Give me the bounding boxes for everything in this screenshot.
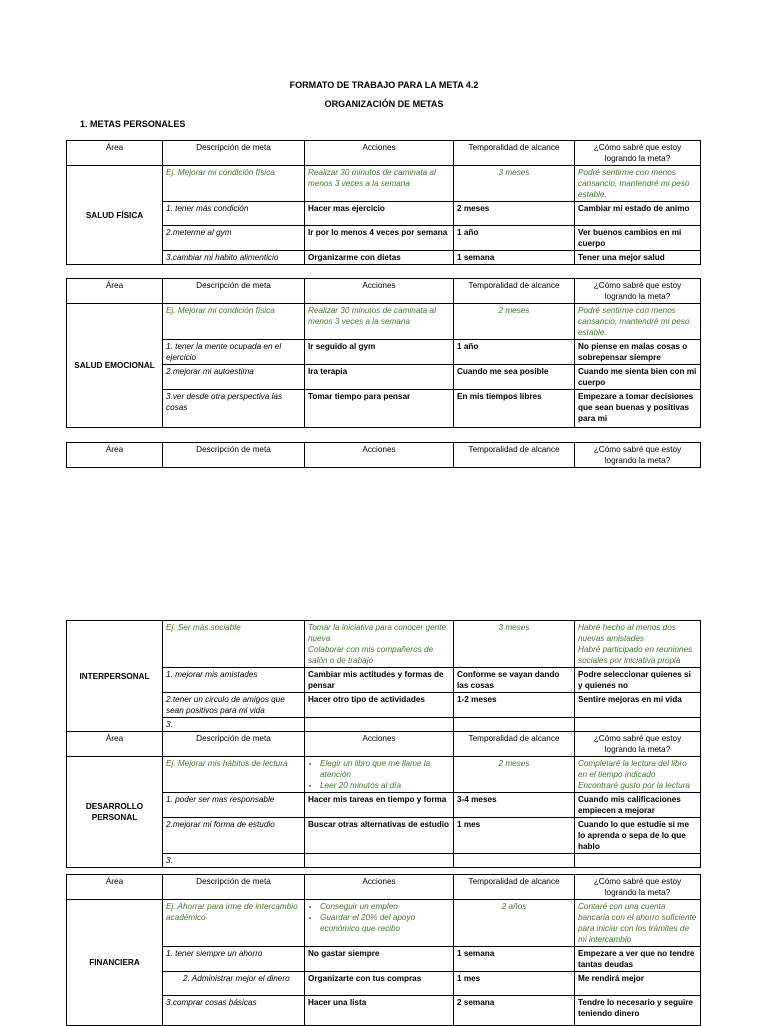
document-title: FORMATO DE TRABAJO PARA LA META 4.2	[289, 80, 479, 90]
goal-desc: 3.	[163, 854, 305, 868]
example-accion	[305, 900, 454, 947]
example-como-line: Completaré la lectura del libro en el tiempo indicado	[578, 759, 687, 779]
header-descripcion: Descripción de meta	[163, 443, 305, 468]
header-acciones: Acciones	[305, 141, 454, 166]
example-desc: Ej. Ser más sociable	[163, 621, 305, 668]
header-acciones: Acciones	[305, 732, 454, 757]
goal-desc: 1. tener más condición	[163, 202, 305, 226]
goal-accion	[305, 718, 454, 732]
example-accion: Realizar 30 minutos de caminata al menos 3 veces a la semana	[305, 166, 454, 202]
header-row	[67, 732, 701, 757]
table-interpersonal-desarrollo	[66, 620, 701, 868]
goal-accion: No gastar siempre	[305, 947, 454, 972]
example-accion-line: Tomar la iniciativa para conocer gente nueva	[308, 623, 447, 643]
goal-accion: Cambiar mis actitudes y formas de pensar	[305, 668, 454, 693]
goal-desc: 2.mejorar mi forma de estudio	[163, 818, 305, 854]
table-row	[67, 972, 701, 996]
example-row	[67, 900, 701, 947]
example-tiempo: 3 meses	[454, 166, 575, 202]
goal-desc: 3.cambiar mi habito alimenticio	[163, 251, 305, 265]
example-desc: Ej. Mejorar mis hábitos de lectura	[163, 757, 305, 793]
table-row	[67, 365, 701, 390]
example-tiempo: 2 meses	[454, 757, 575, 793]
header-temporalidad: Temporalidad de alcance	[454, 732, 575, 757]
header-temporalidad: Temporalidad de alcance	[454, 279, 575, 304]
header-area: Área	[67, 279, 163, 304]
goal-desc: 2. Administrar mejor el dinero	[163, 972, 305, 996]
goal-tiempo: 1 semana	[454, 251, 575, 265]
goal-como: Empezare a ver que no tendre tantas deudas	[575, 947, 701, 972]
goal-tiempo: Cuando me sea posible	[454, 365, 575, 390]
goal-tiempo: 2 meses	[454, 202, 575, 226]
example-como: Podré sentirme con menos cansancio, mantendré mi peso estable.	[575, 304, 701, 340]
goal-accion: Ir por lo menos 4 veces por semana	[305, 226, 454, 251]
header-acciones: Acciones	[305, 279, 454, 304]
goal-accion: Hacer una lista	[305, 996, 454, 1026]
header-descripcion: Descripción de meta	[163, 875, 305, 900]
example-row	[67, 621, 701, 668]
goal-accion: Buscar otras alternativas de estudio	[305, 818, 454, 854]
header-descripcion: Descripción de meta	[163, 279, 305, 304]
goal-desc: 2.tener un circulo de amigos que sean positivos para mi vida	[163, 693, 305, 718]
example-row	[67, 757, 701, 793]
goal-tiempo: 2 semana	[454, 996, 575, 1026]
goal-accion: Organizarme con dietas	[305, 251, 454, 265]
example-row	[67, 166, 701, 202]
header-como: ¿Cómo sabré que estoy logrando la meta?	[575, 732, 701, 757]
header-temporalidad: Temporalidad de alcance	[454, 443, 575, 468]
example-como: Podré sentirme con menos cansancio, mantendré mi peso estable.	[575, 166, 701, 202]
goal-como: Ver buenos cambios en mi cuerpo	[575, 226, 701, 251]
header-como: ¿Cómo sabré que estoy logrando la meta?	[575, 141, 701, 166]
area-label: FINANCIERA	[67, 900, 163, 1026]
goal-tiempo	[454, 854, 575, 868]
goal-desc: 2.mejorar mi autoestima	[163, 365, 305, 390]
goal-como: Tendre lo necesario y seguire teniendo dinero	[575, 996, 701, 1026]
area-label: INTERPERSONAL	[67, 621, 163, 732]
goal-desc: 1. poder ser mas responsable	[163, 793, 305, 818]
goal-como: No piense en malas cosas o sobrepensar siempre	[575, 340, 701, 365]
goal-tiempo: 1 mes	[454, 818, 575, 854]
goal-accion	[305, 854, 454, 868]
table-row	[67, 340, 701, 365]
header-acciones: Acciones	[305, 875, 454, 900]
goal-desc: 1. mejorar mis amistades	[163, 668, 305, 693]
goal-tiempo: En mis tiempos libres	[454, 390, 575, 428]
goal-desc: 3.ver desde otra perspectiva las cosas	[163, 390, 305, 428]
section-heading: 1. METAS PERSONALES	[80, 119, 186, 129]
example-accion-bullet: • Leer 20 minutos al día	[320, 780, 450, 791]
goal-tiempo: Conforme se vayan dando las cosas	[454, 668, 575, 693]
goal-como: Empezare a tomar decisiones que sean buenas y positivas para mi	[575, 390, 701, 428]
goal-desc: 1. tener siempre un ahorro	[163, 947, 305, 972]
example-como: Contaré con una cuenta bancaria con el ahorro suficiente para iniciar con los trámites de mi intercambio	[575, 900, 701, 947]
header-area: Área	[67, 875, 163, 900]
goal-desc: 2.meterme al gym	[163, 226, 305, 251]
table-row	[67, 202, 701, 226]
goal-accion: Organizarte con tus compras	[305, 972, 454, 996]
example-row	[67, 304, 701, 340]
goal-como: Cambiar mi estado de animo	[575, 202, 701, 226]
header-como: ¿Cómo sabré que estoy logrando la meta?	[575, 443, 701, 468]
example-accion-bullet: • Conseguir un empleo	[320, 901, 450, 912]
table-row	[67, 854, 701, 868]
table-financiera	[66, 874, 701, 1026]
goal-accion: Tomar tiempo para pensar	[305, 390, 454, 428]
goal-tiempo: 3-4 meses	[454, 793, 575, 818]
table-row	[67, 251, 701, 265]
example-como	[575, 757, 701, 793]
goal-tiempo: 1 semana	[454, 947, 575, 972]
table-row	[67, 390, 701, 428]
goal-tiempo	[454, 718, 575, 732]
example-tiempo: 3 meses	[454, 621, 575, 668]
example-como-line: Habré hecho al menos dos nuevas amistades	[578, 623, 676, 643]
table-salud-emocional	[66, 278, 701, 428]
example-tiempo: 2 años	[454, 900, 575, 947]
table-row	[67, 693, 701, 718]
goal-accion: Ira terapia	[305, 365, 454, 390]
header-area: Área	[67, 141, 163, 166]
header-temporalidad: Temporalidad de alcance	[454, 141, 575, 166]
area-label: DESARROLLO PERSONAL	[67, 757, 163, 868]
goal-accion: Hacer otro tipo de actividades	[305, 693, 454, 718]
header-row	[67, 141, 701, 166]
goal-como	[575, 718, 701, 732]
example-desc: Ej. Ahorrar para irme de intercambio académico	[163, 900, 305, 947]
goal-como: Cuando me sienta bien con mi cuerpo	[575, 365, 701, 390]
area-label: SALUD FÍSICA	[67, 166, 163, 265]
table-row	[67, 793, 701, 818]
goal-accion: Hacer mis tareas en tiempo y forma	[305, 793, 454, 818]
goal-como: Cuando mis calificaciones empiecen a mejorar	[575, 793, 701, 818]
document-subtitle: ORGANIZACIÓN DE METAS	[324, 99, 444, 109]
table-row	[67, 718, 701, 732]
goal-accion: Ir seguido al gym	[305, 340, 454, 365]
example-como-line: Habré participado en reuniones sociales por iniciativa propia	[578, 645, 693, 665]
example-accion	[305, 757, 454, 793]
table-row	[67, 226, 701, 251]
header-area: Área	[67, 443, 163, 468]
header-temporalidad: Temporalidad de alcance	[454, 875, 575, 900]
table-row	[67, 818, 701, 854]
goal-accion: Hacer mas ejercicio	[305, 202, 454, 226]
table-row	[67, 947, 701, 972]
example-accion-bullet: • Guardar el 20% del apoyo económico que recibo	[320, 912, 450, 934]
goal-como	[575, 854, 701, 868]
header-acciones: Acciones	[305, 443, 454, 468]
goal-tiempo: 1 año	[454, 226, 575, 251]
table-row	[67, 996, 701, 1026]
goal-como: Tener una mejor salud	[575, 251, 701, 265]
example-como	[575, 621, 701, 668]
table-row	[67, 668, 701, 693]
example-accion-bullet: • Elegir un libro que me llame la atención	[320, 758, 450, 780]
header-row	[67, 443, 701, 468]
goal-tiempo: 1 mes	[454, 972, 575, 996]
header-row	[67, 875, 701, 900]
header-area: Área	[67, 732, 163, 757]
goal-tiempo: 1-2 meses	[454, 693, 575, 718]
example-accion-line: Colaborar con mis compañeros de salón o de trabajo	[308, 645, 434, 665]
example-desc: Ej. Mejorar mi condición física	[163, 166, 305, 202]
goal-desc: 3.	[163, 718, 305, 732]
goal-desc: 1. tener la mente ocupada en el ejercicio	[163, 340, 305, 365]
example-desc: Ej. Mejorar mi condición física	[163, 304, 305, 340]
header-descripcion: Descripción de meta	[163, 141, 305, 166]
goal-como: Podre seleccionar quienes si y quienes no	[575, 668, 701, 693]
goal-tiempo: 1 año	[454, 340, 575, 365]
table-header-continued	[66, 442, 701, 468]
example-accion: Realizar 30 minutos de caminata al menos 3 veces a la semana	[305, 304, 454, 340]
goal-como: Cuando lo que estudie si me lo aprenda o sepa de lo que hablo	[575, 818, 701, 854]
area-label: SALUD EMOCIONAL	[67, 304, 163, 428]
header-descripcion: Descripción de meta	[163, 732, 305, 757]
header-row	[67, 279, 701, 304]
example-tiempo: 2 meses	[454, 304, 575, 340]
example-como-line: Encontraré gusto por la lectura	[578, 781, 690, 790]
header-como: ¿Cómo sabré que estoy logrando la meta?	[575, 875, 701, 900]
goal-como: Me rendirá mejor	[575, 972, 701, 996]
header-como: ¿Cómo sabré que estoy logrando la meta?	[575, 279, 701, 304]
goal-desc: 3.comprar cosas básicas	[163, 996, 305, 1026]
table-salud-fisica	[66, 140, 701, 265]
goal-como: Sentire mejoras en mi vida	[575, 693, 701, 718]
example-accion	[305, 621, 454, 668]
